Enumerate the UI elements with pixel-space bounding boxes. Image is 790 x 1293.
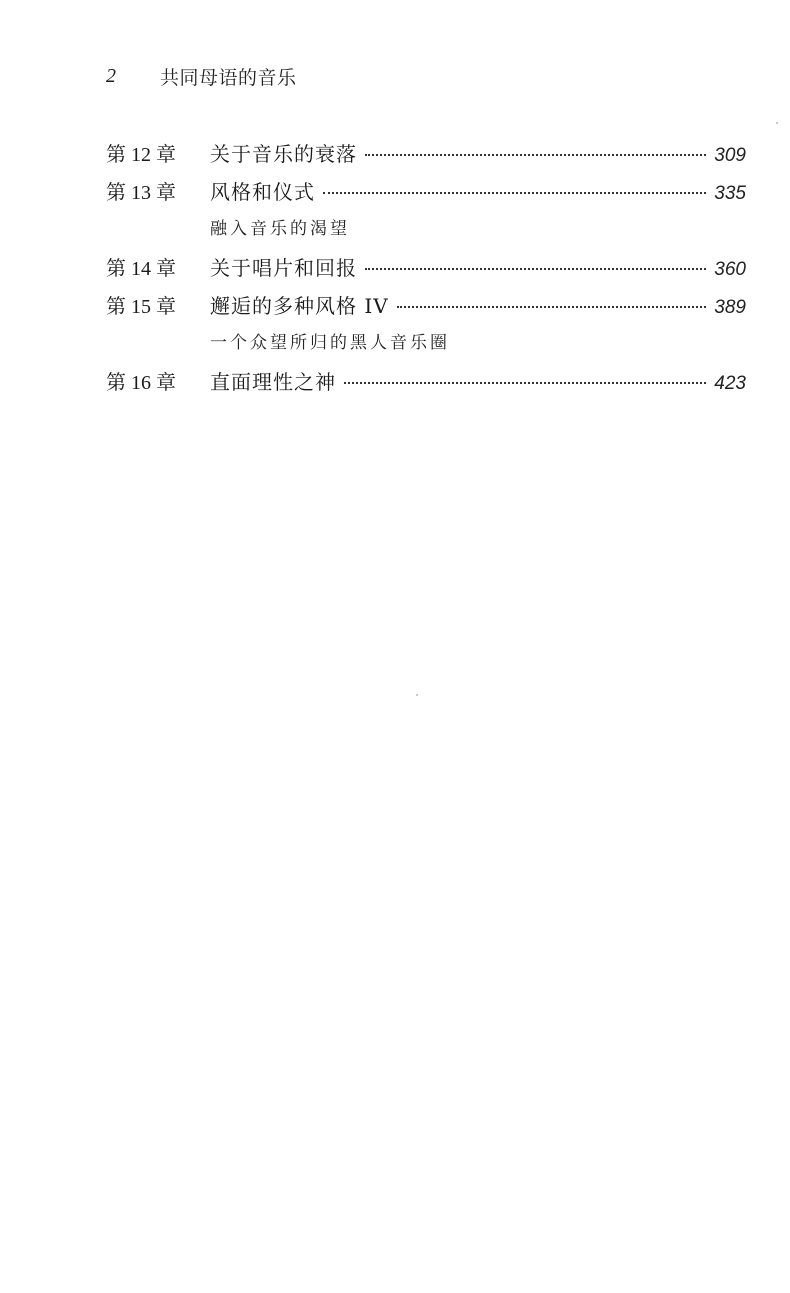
toc-subtitle-row xyxy=(106,328,746,366)
dot-leader xyxy=(365,268,706,270)
chapter-label: 第 12 章 xyxy=(106,144,176,166)
page-ref: 360 xyxy=(714,259,746,280)
dot-leader xyxy=(344,382,706,384)
toc-entry-chapter-15[interactable] xyxy=(106,290,746,328)
toc-entry-chapter-12[interactable] xyxy=(106,138,746,176)
scan-speck xyxy=(776,122,778,124)
dot-leader xyxy=(323,192,706,194)
toc-entry-chapter-14[interactable] xyxy=(106,252,746,290)
dot-leader xyxy=(365,154,706,156)
chapter-label: 第 16 章 xyxy=(106,372,176,394)
page-ref: 309 xyxy=(714,145,746,166)
page-number: 2 xyxy=(106,64,116,87)
page-ref: 389 xyxy=(714,297,746,318)
page-ref: 335 xyxy=(714,183,746,204)
chapter-title: 邂逅的多种风格 IV xyxy=(210,294,389,318)
scan-speck xyxy=(416,694,418,696)
chapter-label: 第 13 章 xyxy=(106,182,176,204)
page-ref: 423 xyxy=(714,373,746,394)
chapter-title: 关于唱片和回报 xyxy=(210,256,357,280)
dot-leader xyxy=(397,306,706,308)
running-head xyxy=(106,58,297,94)
toc-entry-chapter-16[interactable] xyxy=(106,366,746,404)
chapter-label: 第 14 章 xyxy=(106,258,176,280)
chapter-title: 直面理性之神 xyxy=(210,370,336,394)
chapter-subtitle: 融入音乐的渴望 xyxy=(210,219,350,239)
chapter-label: 第 15 章 xyxy=(106,296,176,318)
chapter-title: 关于音乐的衰落 xyxy=(210,142,357,166)
toc-subtitle-row xyxy=(106,214,746,252)
table-of-contents xyxy=(106,138,746,404)
book-title: 共同母语的音乐 xyxy=(160,66,297,89)
chapter-subtitle: 一个众望所归的黑人音乐圈 xyxy=(210,333,450,353)
chapter-title: 风格和仪式 xyxy=(210,180,315,204)
toc-entry-chapter-13[interactable] xyxy=(106,176,746,214)
